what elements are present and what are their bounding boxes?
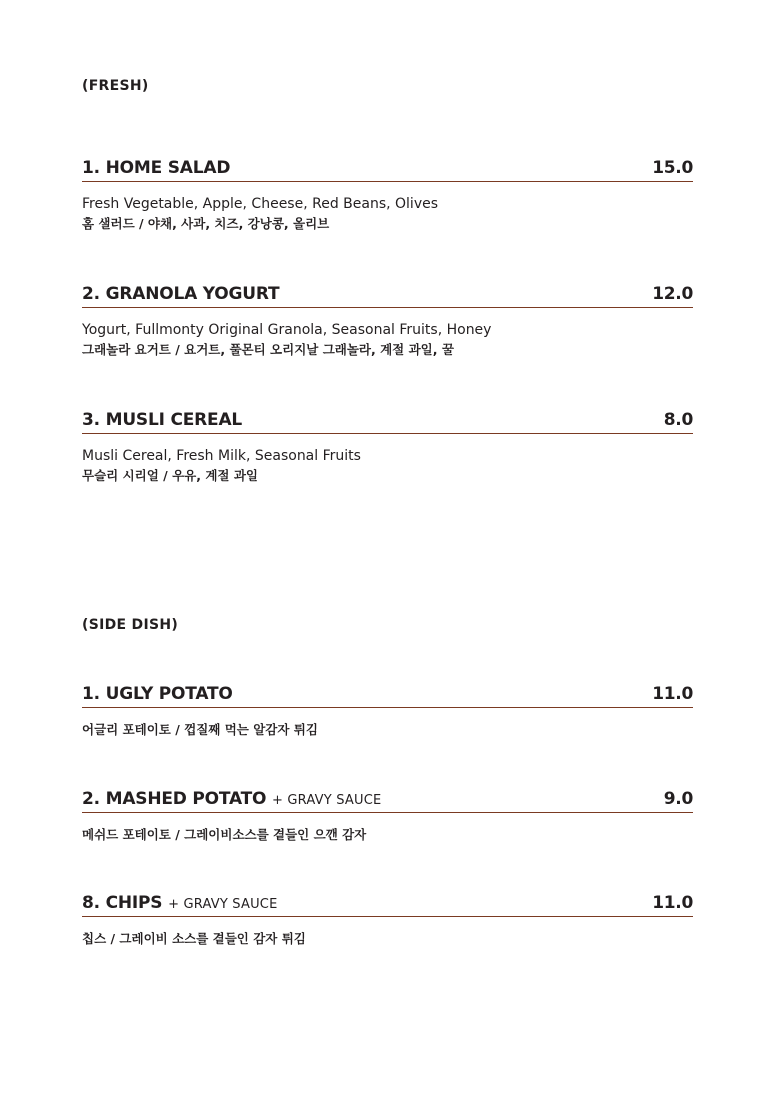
item-description-ko: 홈 샐러드 / 야채, 사과, 치즈, 강낭콩, 올리브 [82,216,330,231]
item-description-ko: 칩스 / 그레이비 소스를 곁들인 감자 튀김 [82,931,306,946]
item-name-text: 1. UGLY POTATO [82,684,233,704]
item-header [82,408,693,434]
item-description-ko: 메쉬드 포테이토 / 그레이비소스를 곁들인 으깬 감자 [82,827,367,842]
item-description-en: Musli Cereal, Fresh Milk, Seasonal Fruits [82,448,361,464]
item-header [82,787,693,813]
item-name-text: 2. MASHED POTATO [82,789,267,809]
item-price: 11.0 [652,893,693,913]
item-name [82,893,278,913]
item-extra: + GRAVY SAUCE [168,897,278,912]
item-name [82,684,233,704]
item-description [82,446,693,486]
item-extra: + GRAVY SAUCE [271,793,382,808]
item-header [82,891,693,917]
item-name: 3. MUSLI CEREAL [82,410,243,430]
item-description [82,825,693,845]
item-header [82,156,693,182]
item-name: 2. GRANOLA YOGURT [82,284,280,304]
item-description-ko: 그래놀라 요거트 / 요거트, 풀몬티 오리지날 그래놀라, 계절 과일, 꿀 [82,342,454,357]
item-name-text: 8. CHIPS [82,893,163,913]
section-title-fresh: (FRESH) [82,78,149,94]
menu-item-ugly-potato [82,682,693,740]
item-description-en: Fresh Vegetable, Apple, Cheese, Red Beans, Olives [82,196,439,212]
menu-item-musli-cereal [82,408,693,486]
section-title-side-dish: (SIDE DISH) [82,617,179,633]
item-name: 1. HOME SALAD [82,158,231,178]
menu-item-chips [82,891,693,949]
item-price: 15.0 [652,158,693,178]
item-price: 11.0 [652,684,693,704]
item-name [82,789,381,809]
item-price: 8.0 [663,410,693,430]
item-description-en: Yogurt, Fullmonty Original Granola, Seasonal Fruits, Honey [82,322,492,338]
item-description-ko: 무슬리 시리얼 / 우유, 계절 과일 [82,468,258,483]
item-description-ko: 어글리 포테이토 / 껍질째 먹는 알감자 튀김 [82,722,318,737]
menu-item-granola-yogurt [82,282,693,360]
menu-item-mashed-potato [82,787,693,845]
item-price: 9.0 [663,789,693,809]
item-description [82,720,693,740]
item-price: 12.0 [652,284,693,304]
item-header [82,282,693,308]
item-description [82,320,693,360]
item-description [82,929,693,949]
item-description [82,194,693,234]
menu-item-home-salad [82,156,693,234]
item-header [82,682,693,708]
